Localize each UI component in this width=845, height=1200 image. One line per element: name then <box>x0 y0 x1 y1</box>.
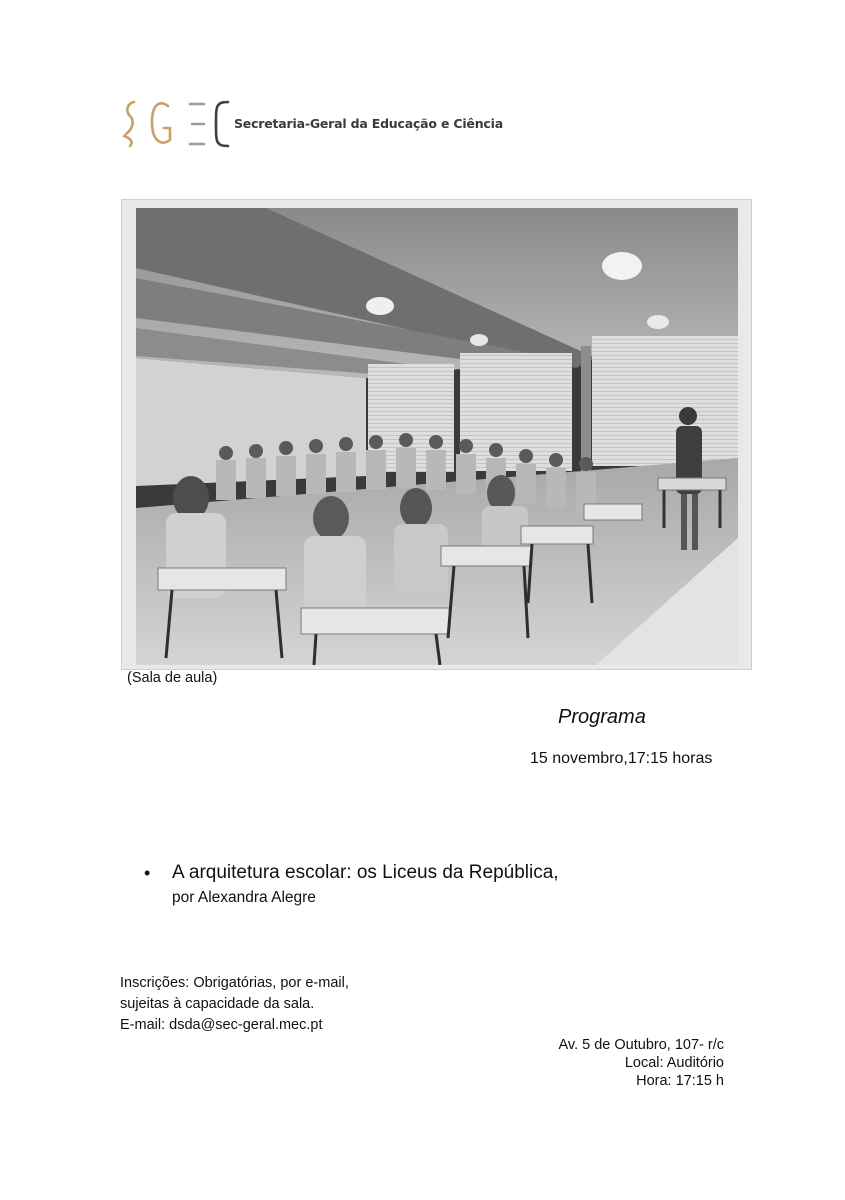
program-date-time: 15 novembro,17:15 horas <box>530 750 713 767</box>
classroom-photo <box>121 199 752 670</box>
venue-location: Local: Auditório <box>624 1055 724 1071</box>
bullet-icon: • <box>144 863 151 883</box>
organization-name: Secretaria-Geral da Educação e Ciência <box>234 116 503 131</box>
photo-caption: (Sala de aula) <box>127 670 218 686</box>
sgec-logo <box>120 98 503 150</box>
registration-info <box>120 973 349 1036</box>
venue-address: Av. 5 de Outubro, 107- r/c <box>558 1037 724 1053</box>
talk-author: por Alexandra Alegre <box>172 889 316 906</box>
venue-info <box>559 1036 725 1090</box>
classroom-photo-icon <box>136 208 738 665</box>
registration-line: Inscrições: Obrigatórias, por e-mail, <box>120 975 349 991</box>
program-title: Programa <box>558 706 646 728</box>
venue-time: Hora: 17:15 h <box>636 1073 724 1089</box>
registration-email: E-mail: dsda@sec-geral.mec.pt <box>120 1017 323 1033</box>
sgec-logo-mark-icon <box>120 98 232 150</box>
talk-title: A arquitetura escolar: os Liceus da República, <box>172 862 559 883</box>
registration-line: sujeitas à capacidade da sala. <box>120 996 315 1012</box>
